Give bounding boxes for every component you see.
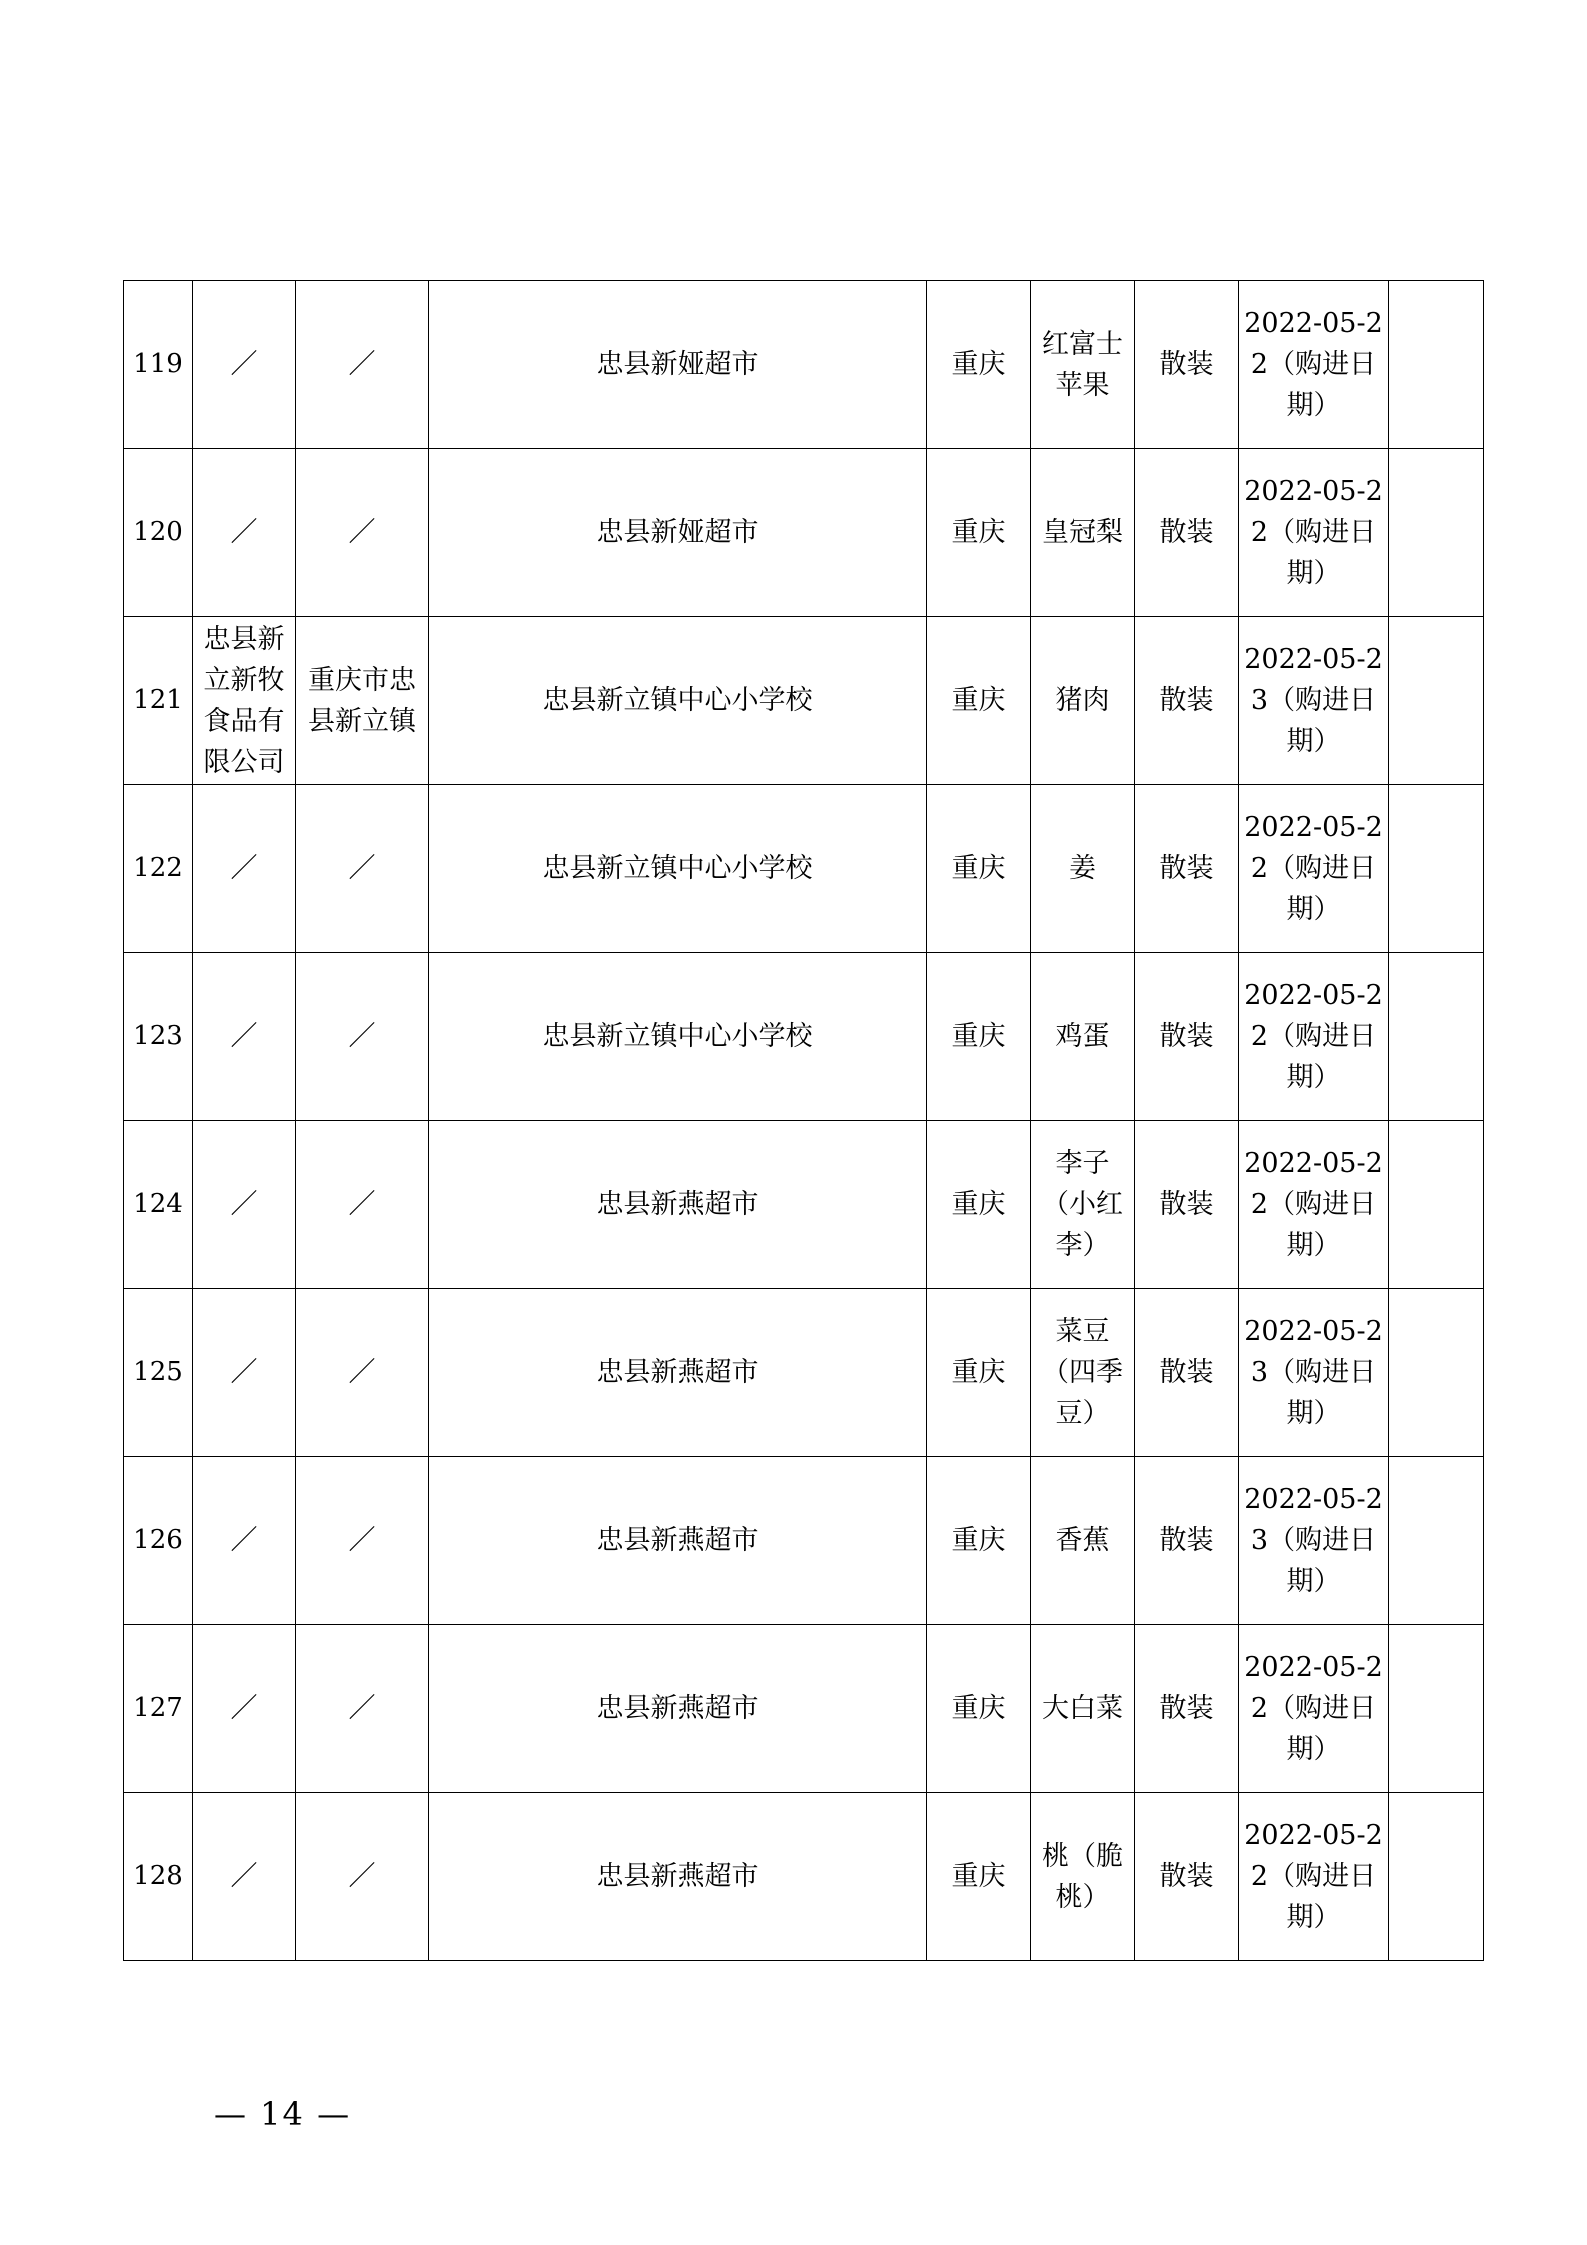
cell-producer-address: 重庆市忠县新立镇 [296, 617, 429, 785]
cell-seller: 忠县新燕超市 [429, 1793, 927, 1961]
table-row [124, 1793, 1484, 1961]
cell-product: 红富士苹果 [1031, 281, 1135, 449]
cell-product: 皇冠梨 [1031, 449, 1135, 617]
table-row [124, 1289, 1484, 1457]
cell-number: 126 [124, 1457, 193, 1625]
cell-province: 重庆 [927, 953, 1031, 1121]
cell-producer-address: ／ [296, 785, 429, 953]
cell-number: 124 [124, 1121, 193, 1289]
cell-spec: 散装 [1135, 617, 1239, 785]
cell-producer-address: ／ [296, 281, 429, 449]
cell-note [1389, 953, 1484, 1121]
cell-producer-address: ／ [296, 1457, 429, 1625]
cell-seller: 忠县新立镇中心小学校 [429, 617, 927, 785]
cell-producer: ／ [193, 785, 296, 953]
cell-spec: 散装 [1135, 1457, 1239, 1625]
page-number: — 14 — [214, 2095, 352, 2133]
table-body [124, 281, 1484, 1961]
cell-product: 姜 [1031, 785, 1135, 953]
cell-date: 2022-05-23（购进日期） [1239, 1289, 1389, 1457]
cell-product: 香蕉 [1031, 1457, 1135, 1625]
cell-product: 猪肉 [1031, 617, 1135, 785]
cell-producer-address: ／ [296, 953, 429, 1121]
cell-number: 123 [124, 953, 193, 1121]
cell-province: 重庆 [927, 1121, 1031, 1289]
cell-number: 120 [124, 449, 193, 617]
table-row [124, 1121, 1484, 1289]
cell-producer: ／ [193, 281, 296, 449]
cell-date: 2022-05-22（购进日期） [1239, 1121, 1389, 1289]
cell-producer-address: ／ [296, 1121, 429, 1289]
sampling-results-table [123, 280, 1484, 1961]
cell-note [1389, 281, 1484, 449]
cell-seller: 忠县新燕超市 [429, 1457, 927, 1625]
cell-note [1389, 1457, 1484, 1625]
cell-producer-address: ／ [296, 449, 429, 617]
cell-date: 2022-05-22（购进日期） [1239, 281, 1389, 449]
cell-number: 125 [124, 1289, 193, 1457]
cell-product: 桃（脆桃） [1031, 1793, 1135, 1961]
cell-producer: ／ [193, 1121, 296, 1289]
cell-producer: 忠县新立新牧食品有限公司 [193, 617, 296, 785]
cell-producer-address: ／ [296, 1289, 429, 1457]
cell-seller: 忠县新立镇中心小学校 [429, 785, 927, 953]
cell-spec: 散装 [1135, 953, 1239, 1121]
cell-date: 2022-05-22（购进日期） [1239, 953, 1389, 1121]
cell-province: 重庆 [927, 1793, 1031, 1961]
cell-note [1389, 617, 1484, 785]
cell-date: 2022-05-23（购进日期） [1239, 617, 1389, 785]
cell-note [1389, 449, 1484, 617]
cell-spec: 散装 [1135, 1289, 1239, 1457]
cell-number: 121 [124, 617, 193, 785]
cell-province: 重庆 [927, 1457, 1031, 1625]
table-row [124, 617, 1484, 785]
cell-province: 重庆 [927, 1289, 1031, 1457]
cell-producer-address: ／ [296, 1793, 429, 1961]
cell-note [1389, 1121, 1484, 1289]
cell-province: 重庆 [927, 785, 1031, 953]
cell-spec: 散装 [1135, 785, 1239, 953]
table-row [124, 785, 1484, 953]
cell-date: 2022-05-22（购进日期） [1239, 1625, 1389, 1793]
cell-product: 鸡蛋 [1031, 953, 1135, 1121]
cell-product: 菜豆（四季豆） [1031, 1289, 1135, 1457]
cell-note [1389, 1793, 1484, 1961]
table-row [124, 1457, 1484, 1625]
table-row [124, 1625, 1484, 1793]
cell-producer: ／ [193, 1289, 296, 1457]
cell-seller: 忠县新娅超市 [429, 281, 927, 449]
cell-producer: ／ [193, 1625, 296, 1793]
cell-note [1389, 785, 1484, 953]
table-row [124, 449, 1484, 617]
cell-number: 122 [124, 785, 193, 953]
cell-spec: 散装 [1135, 449, 1239, 617]
cell-date: 2022-05-22（购进日期） [1239, 449, 1389, 617]
cell-seller: 忠县新燕超市 [429, 1625, 927, 1793]
cell-producer-address: ／ [296, 1625, 429, 1793]
cell-producer: ／ [193, 953, 296, 1121]
cell-producer: ／ [193, 1793, 296, 1961]
cell-product: 大白菜 [1031, 1625, 1135, 1793]
cell-province: 重庆 [927, 281, 1031, 449]
cell-note [1389, 1625, 1484, 1793]
cell-number: 128 [124, 1793, 193, 1961]
cell-producer: ／ [193, 449, 296, 617]
cell-seller: 忠县新立镇中心小学校 [429, 953, 927, 1121]
cell-spec: 散装 [1135, 1625, 1239, 1793]
cell-product: 李子（小红李） [1031, 1121, 1135, 1289]
cell-province: 重庆 [927, 1625, 1031, 1793]
table-row [124, 953, 1484, 1121]
cell-seller: 忠县新燕超市 [429, 1121, 927, 1289]
cell-spec: 散装 [1135, 281, 1239, 449]
cell-date: 2022-05-22（购进日期） [1239, 785, 1389, 953]
table-row [124, 281, 1484, 449]
cell-date: 2022-05-23（购进日期） [1239, 1457, 1389, 1625]
cell-number: 127 [124, 1625, 193, 1793]
cell-province: 重庆 [927, 617, 1031, 785]
cell-producer: ／ [193, 1457, 296, 1625]
cell-note [1389, 1289, 1484, 1457]
cell-spec: 散装 [1135, 1121, 1239, 1289]
cell-spec: 散装 [1135, 1793, 1239, 1961]
cell-number: 119 [124, 281, 193, 449]
cell-date: 2022-05-22（购进日期） [1239, 1793, 1389, 1961]
cell-seller: 忠县新娅超市 [429, 449, 927, 617]
cell-province: 重庆 [927, 449, 1031, 617]
cell-seller: 忠县新燕超市 [429, 1289, 927, 1457]
